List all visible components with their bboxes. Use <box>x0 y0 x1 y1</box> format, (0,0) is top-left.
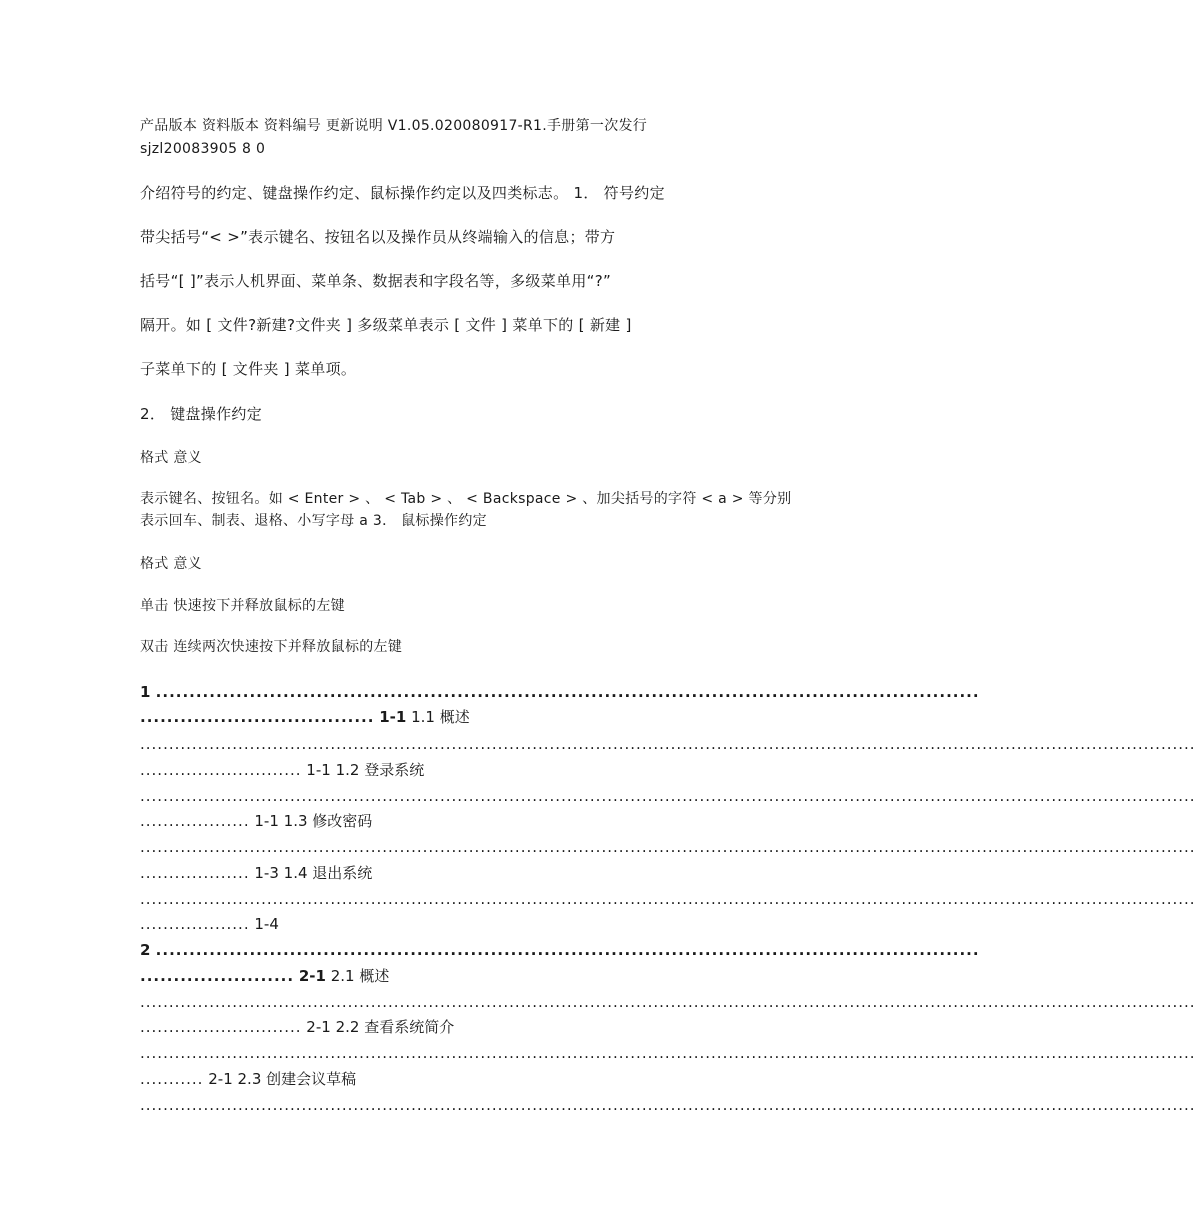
toc-section-1-3-tail[interactable]: ................... 1-3 1.4 退出系统 <box>140 864 373 882</box>
intro-paragraph-5: 子菜单下的 [ 文件夹 ] 菜单项。 <box>140 360 357 378</box>
toc-section-1-2-tail[interactable]: ................... 1-1 1.3 修改密码 <box>140 812 373 830</box>
toc-page-number: 2-1 <box>306 1018 331 1036</box>
document-code-line: sjzl20083905 8 0 <box>140 141 266 157</box>
keyboard-format-header: 格式 意义 <box>140 450 202 466</box>
intro-paragraph-4: 隔开。如 [ 文件?新建?文件夹 ] 多级菜单表示 [ 文件 ] 菜单下的 [ 新建 ] <box>140 316 632 334</box>
toc-section-1-4-tail[interactable]: ................... 1-4 <box>140 915 279 933</box>
toc-page-number: 1-3 <box>254 864 279 882</box>
mouse-row-double-click: 双击 连续两次快速按下并释放鼠标的左键 <box>140 639 403 655</box>
toc-page-number: 1-1 <box>379 708 407 726</box>
toc-entry-title: 1.4 退出系统 <box>283 864 373 882</box>
toc-entry-title: 1.1 概述 <box>411 708 470 726</box>
toc-entry-title: 2.2 查看系统简介 <box>335 1018 455 1036</box>
toc-chapter-1-tail[interactable]: ................................... 1-1 1.1 概述 <box>140 708 470 726</box>
toc-leader-row: ....................................................................................................................................................................................... <box>140 1044 1196 1062</box>
toc-chapter-2-leader[interactable]: 2 ........................................................................................................................... <box>140 941 980 959</box>
keyboard-heading: 2． 键盘操作约定 <box>140 405 263 423</box>
toc-entry-title: 2.1 概述 <box>330 967 390 985</box>
toc-entry-title: 2.3 创建会议草稿 <box>237 1070 357 1088</box>
toc-page-number: 1-1 <box>254 812 279 830</box>
document-info-line: 产品版本 资料版本 资料编号 更新说明 V1.05.020080917-R1.手册第一次发行 <box>140 118 648 134</box>
toc-entry-title: 1.3 修改密码 <box>283 812 373 830</box>
toc-page-number: 1-4 <box>254 915 279 933</box>
toc-leader-row: ....................................................................................................................................................................................... <box>140 787 1196 805</box>
toc-page-number: 2-1 <box>298 967 326 985</box>
toc-section-2-2-tail[interactable]: ........... 2-1 2.3 创建会议草稿 <box>140 1070 357 1088</box>
toc-page-number: 2-1 <box>208 1070 233 1088</box>
intro-paragraph-3: 括号“[ ]”表示人机界面、菜单条、数据表和字段名等，多级菜单用“?” <box>140 272 612 290</box>
toc-chapter-1-leader[interactable]: 1 ........................................................................................................................... <box>140 683 980 701</box>
intro-paragraph-2: 带尖括号“< >”表示键名、按钮名以及操作员从终端输入的信息；带方 <box>140 228 616 246</box>
keyboard-description-2: 表示回车、制表、退格、小写字母 a 3． 鼠标操作约定 <box>140 513 487 529</box>
toc-entry-title: 1.2 登录系统 <box>335 761 425 779</box>
toc-leader-row: ....................................................................................................................................................................................... <box>140 838 1196 856</box>
toc-chapter-number: 1 <box>140 683 151 701</box>
toc-leader-row: ....................................................................................................................................................................................... <box>140 735 1196 753</box>
toc-leader-row: ....................................................................................................................................................................................... <box>140 993 1196 1011</box>
toc-chapter-2-tail[interactable]: ....................... 2-1 2.1 概述 <box>140 967 390 985</box>
toc-section-1-1-tail[interactable]: ............................ 1-1 1.2 登录系统 <box>140 761 425 779</box>
toc-chapter-number: 2 <box>140 941 151 959</box>
toc-leader-row: ....................................................................................................................................................................................... <box>140 1096 1196 1114</box>
intro-paragraph-1: 介绍符号的约定、键盘操作约定、鼠标操作约定以及四类标志。 1． 符号约定 <box>140 184 665 202</box>
toc-leader-row: ....................................................................................................................................................................................... <box>140 890 1196 908</box>
toc-section-2-1-tail[interactable]: ............................ 2-1 2.2 查看系统简介 <box>140 1018 455 1036</box>
keyboard-description-1: 表示键名、按钮名。如 < Enter > 、 < Tab > 、 < Backspace > 、加尖括号的字符 < a > 等分别 <box>140 491 792 507</box>
toc-page-number: 1-1 <box>306 761 331 779</box>
mouse-format-header: 格式 意义 <box>140 556 202 572</box>
mouse-row-click: 单击 快速按下并释放鼠标的左键 <box>140 598 345 614</box>
